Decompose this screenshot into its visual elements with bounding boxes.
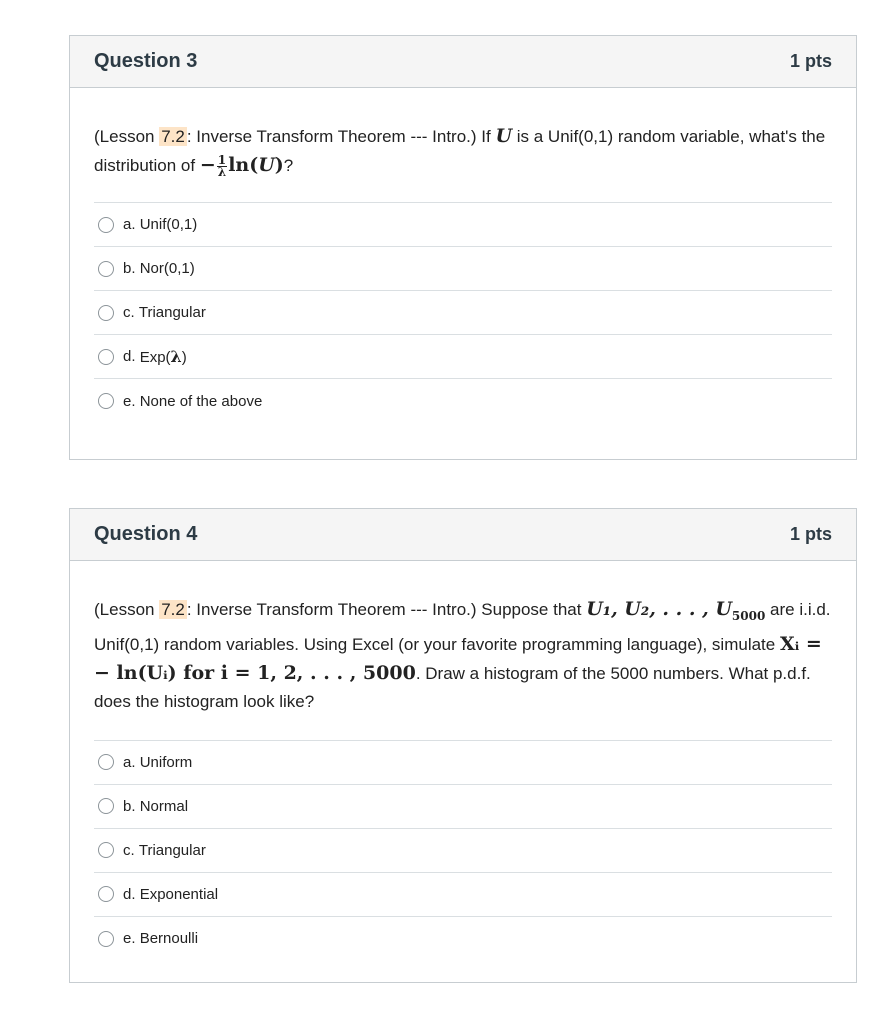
answer-label: Normal [139, 797, 189, 815]
question-title: Question 3 [94, 50, 198, 72]
question-card-3 [69, 35, 857, 460]
answer-label: Exponential [139, 885, 219, 903]
math-expression: Xᵢ = − ln(Uᵢ) for i = 1, 2, . . . , 5000 [94, 632, 822, 684]
answer-list [94, 740, 832, 961]
answer-label: Bernoulli [139, 930, 199, 948]
radio-button[interactable] [98, 217, 114, 233]
math-expression: − $\frac{1}{\lambda}$ ln(U) [199, 152, 284, 179]
answer-label: Triangular [138, 841, 206, 859]
math-expression: U₁, U₂, . . . , $U_{5000}$ [586, 598, 766, 623]
radio-button[interactable] [98, 931, 114, 947]
radio-button[interactable] [98, 261, 114, 277]
question-points: 1 pts [789, 524, 832, 544]
answer-option-d[interactable]: d. Exponential [94, 873, 832, 917]
answer-label: Exp(λ) [139, 347, 187, 366]
answer-option-e[interactable]: e. None of the above [94, 379, 832, 423]
question-text: (Lesson 7.2 : Inverse Transform Theorem --- Intro.) Suppose that U₁, U₂, . . . , $U_{5000}$ are i.i.d. Unif(0,1) random variables. Using Excel (or your favorite programming language), simulate Xᵢ = − ln(Uᵢ) for i = 1, 2, . . . , 5000. Draw a histogram of the 5000 numbers. What p.d.f. does the histogram look like? [94, 598, 831, 711]
radio-button[interactable] [98, 886, 114, 902]
answer-label: Uniform [139, 753, 193, 771]
answer-option-c[interactable]: c. Triangular [94, 829, 832, 873]
answer-label: None of the above [139, 392, 263, 410]
radio-button[interactable] [98, 393, 114, 409]
radio-button[interactable] [98, 754, 114, 770]
radio-button[interactable] [98, 842, 114, 858]
radio-button[interactable] [98, 349, 114, 365]
answer-option-a[interactable]: a. Unif(0,1) [94, 203, 832, 247]
answer-option-e[interactable]: e. Bernoulli [94, 917, 832, 961]
question-body [70, 561, 856, 961]
question-body [70, 88, 856, 423]
lesson-highlight: 7.2 [161, 127, 185, 146]
question-header [70, 509, 856, 561]
answer-option-b[interactable]: b. Normal [94, 785, 832, 829]
answer-label: Nor(0,1) [139, 260, 195, 277]
question-text: (Lesson 7.2 : Inverse Transform Theorem --- Intro.) If U is a Unif(0,1) random variable, what's the distribution of − $\frac{1}{\lambda}$ ln(U)? [94, 125, 826, 179]
radio-button[interactable] [98, 305, 114, 321]
question-header [70, 36, 856, 88]
radio-button[interactable] [98, 798, 114, 814]
question-title: Question 4 [94, 523, 198, 545]
question-points: 1 pts [789, 51, 832, 71]
answer-option-d[interactable]: d. Exp(λ) [94, 335, 832, 379]
answer-option-b[interactable]: b. Nor(0,1) [94, 247, 832, 291]
answer-label: Unif(0,1) [139, 216, 198, 233]
answer-list [94, 202, 832, 423]
question-card-4 [69, 508, 857, 983]
answer-option-c[interactable]: c. Triangular [94, 291, 832, 335]
lesson-highlight: 7.2 [161, 600, 185, 619]
answer-label: Triangular [138, 304, 206, 321]
answer-option-a[interactable]: a. Uniform [94, 741, 832, 785]
